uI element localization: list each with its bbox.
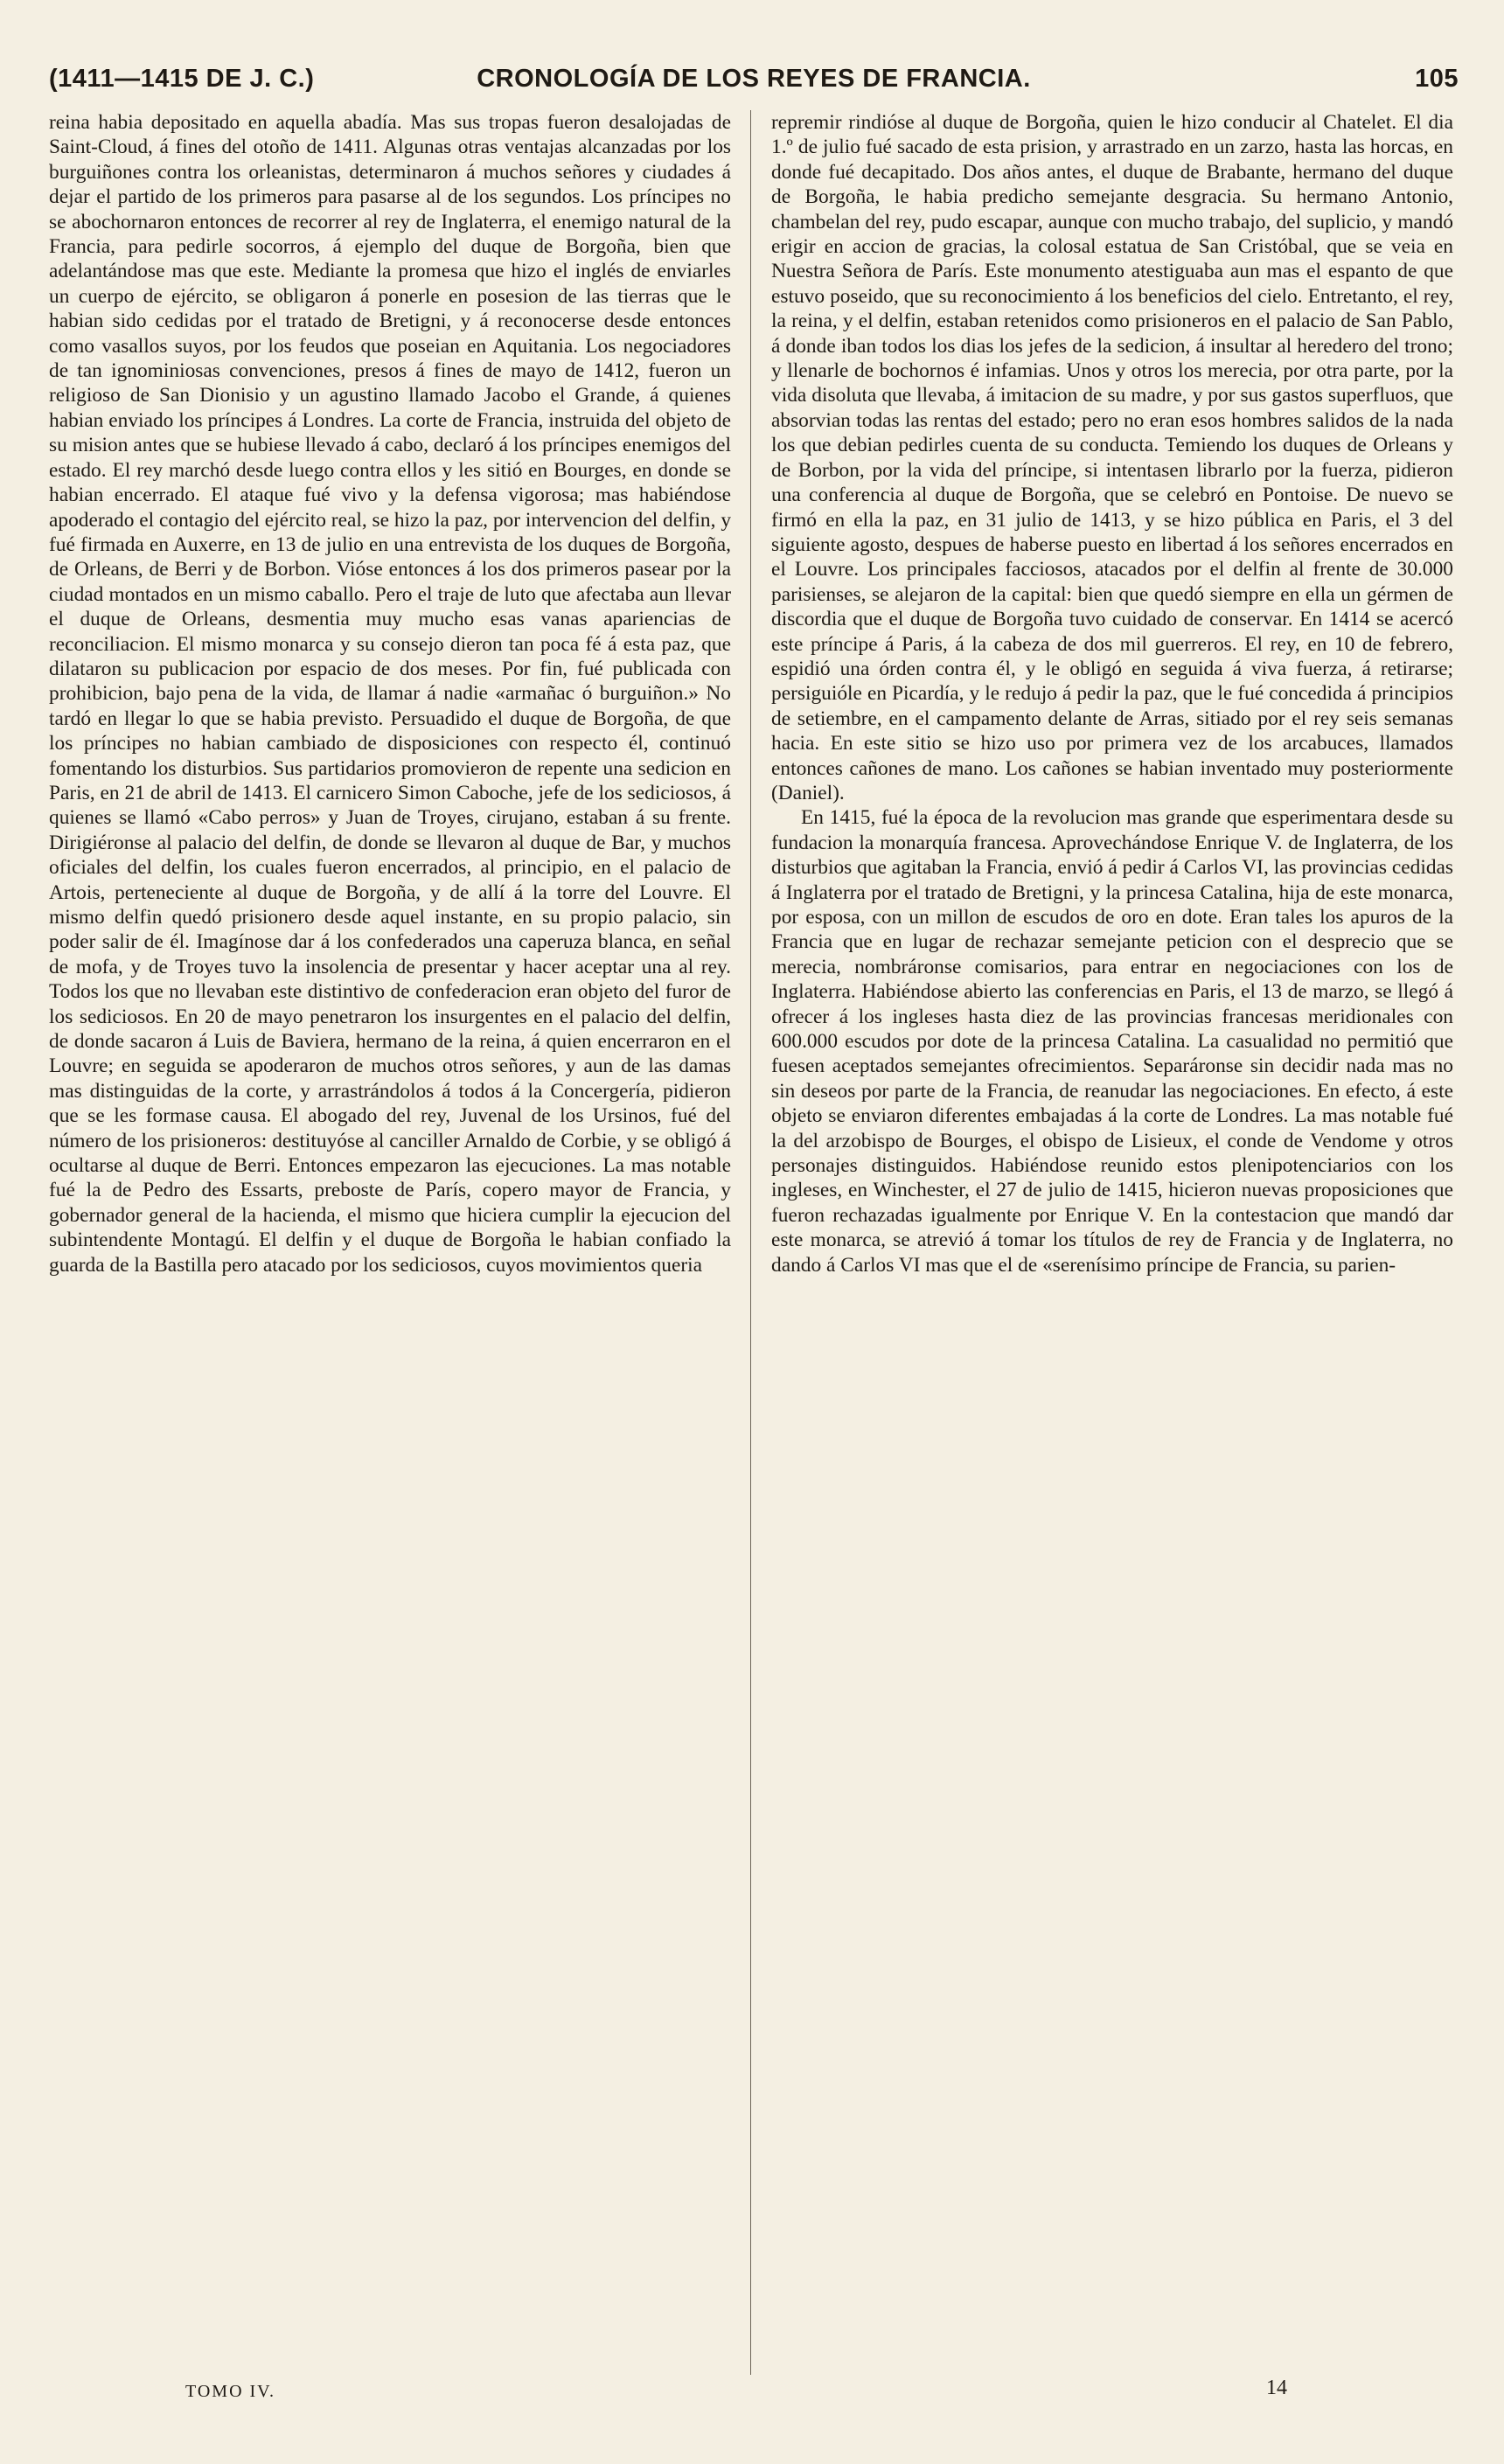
left-column: [49, 110, 731, 2375]
right-column: [771, 110, 1453, 2375]
page: [49, 56, 1459, 2434]
paragraph: En 1415, fué la época de la revolucion mas grande que esperimentara desde su fundacion la monarquía francesa. Aprovechándose Enrique V. de Inglaterra, de los disturbios que agitaban la Francia, envió á pedir á Carlos VI, las provincias cedidas á Inglaterra por el tratado de Bretigni, y la princesa Catalina, hija de este monarca, por esposa, con un millon de escudos de oro en dote. Eran tales los apuros de la Francia que en lugar de rechazar semejante peticion con el desprecio que se merecia, nombráronse comisarios, para entrar en negociaciones con los de Inglaterra. Habiéndose abierto las conferencias en Paris, el 13 de marzo, se llegó á ofrecer á los ingleses hasta diez de las provincias francesas meridionales con 600.000 escudos por dote de la princesa Catalina. La casualidad no permitió que fuesen aceptados semejantes ofrecimientos. Separáronse sin decidir nada mas no sin deseos por parte de la Francia, de reanudar las negociaciones. En efecto, á este objeto se enviaron diferentes embajadas á la corte de Londres. La mas notable fué la del arzobispo de Bourges, el obispo de Lisieux, el conde de Vendome y otros personajes distinguidos. Habiéndose reunido estos plenipotenciarios con los ingleses, en Winchester, el 27 de julio de 1415, hicieron nuevas proposiciones que fueron rechazadas igualmente por Enrique V. En la contestacion que mandó dar este monarca, se atrevió á tomar los títulos de rey de Francia y de Inglaterra, no dando á Carlos VI mas que el de «serenísimo príncipe de Francia, su parien-: [771, 806, 1453, 1277]
header-date-range: (1411—1415 DE J. C.): [49, 65, 315, 93]
running-header: [49, 56, 1459, 101]
header-page-number: 105: [1415, 65, 1459, 93]
header-title: CRONOLOGÍA DE LOS REYES DE FRANCIA.: [477, 65, 1031, 93]
page-footer: [49, 2377, 1459, 2417]
sheet-number: 14: [1266, 2377, 1287, 2399]
text-columns: [49, 110, 1459, 2375]
volume-signature: TOMO IV.: [185, 2382, 276, 2401]
paragraph: reina habia depositado en aquella abadía. Mas sus tropas fueron desalojadas de Saint-Cloud, á fines del otoño de 1411. Algunas otras ventajas alcanzadas por los burguiñones contra los orleanistas, determinaron á muchos señores y ciudades á dejar el partido de los primeros para pasarse al de los segundos. Los príncipes no se abochornaron entonces de recorrer al rey de Inglaterra, el enemigo natural de la Francia, para pedirle socorros, á ejemplo del duque de Borgoña, bien que adelantándose mas que este. Mediante la promesa que hizo el inglés de enviarles un cuerpo de ejército, se obligaron á ponerle en posesion de las tierras que le habian sido cedidas por el tratado de Bretigni, y á reconocerse desde entonces como vasallos suyos, por los feudos que poseian en Aquitania. Los negociadores de tan ignominiosas convenciones, presos á fines de mayo de 1412, fueron un religioso de San Dionisio y un agustino llamado Jacobo el Grande, á quienes habian enviado los príncipes á Londres. La corte de Francia, instruida del objeto de su mision antes que se hubiese llevado á cabo, declaró á los príncipes enemigos del estado. El rey marchó desde luego contra ellos y les sitió en Bourges, en donde se habian encerrado. El ataque fué vivo y la defensa vigorosa; mas habiéndose apoderado el contagio del ejército real, se hizo la paz, por intervencion del delfin, y fué firmada en Auxerre, en 13 de julio en una entrevista de los duques de Borgoña, de Orleans, de Berri y de Borbon. Vióse entonces á los dos primeros pasear por la ciudad montados en un mismo caballo. Pero el traje de luto que afectaba aun llevar el duque de Orleans, desmentia muy mucho esas vanas apariencias de reconciliacion. El mismo monarca y su consejo dieron tan poca fé á esta paz, que dilataron su publicacion por espacio de dos meses. Por fin, fué publicada con prohibicion, bajo pena de la vida, de llamar á nadie «armañac ó burguiñon.» No tardó en llegar lo que se habia previsto. Persuadido el duque de Borgoña, de que los príncipes no habian cambiado de disposiciones con respecto él, continuó fomentando los disturbios. Sus partidarios promovieron de repente una sedicion en Paris, en 21 de abril de 1413. El carnicero Simon Caboche, jefe de los sediciosos, á quienes se llamó «Cabo perros» y Juan de Troyes, cirujano, estaban á su frente. Dirigiéronse al palacio del delfin, de donde se llevaron al duque de Bar, y muchos oficiales del delfin, los cuales fueron encerrados, al principio, en el palacio de Artois, perteneciente al duque de Borgoña, y de allí á la torre del Louvre. El mismo delfin quedó prisionero desde aquel instante, en su propio palacio, sin poder salir de él. Imagínose dar á los confederados una caperuza blanca, en señal de mofa, y de Troyes tuvo la insolencia de presentar y hacer aceptar una al rey. Todos los que no llevaban este distintivo de confederacion eran objeto del furor de los sediciosos. En 20 de mayo penetraron los insurgentes en el palacio del delfin, de donde sacaron á Luis de Baviera, hermano de la reina, á quien encerraron en el Louvre; en seguida se apoderaron de muchos otros señores, y aun de las damas mas distinguidas de la corte, y arrastrándolos á todos á la Concergería, pidieron que se les formase causa. El abogado del rey, Juvenal de los Ursinos, fué del número de los prisioneros: destituyóse al canciller Arnaldo de Corbie, y se obligó á ocultarse al duque de Berri. Entonces empezaron las ejecuciones. La mas notable fué la de Pedro des Essarts, preboste de París, copero mayor de Francia, y gobernador general de la hacienda, el mismo que hiciera cumplir la ejecucion del subintendente Montagú. El delfin y el duque de Borgoña le habian confiado la guarda de la Bastilla pero atacado por los sediciosos, cuyos movimientos queria: [49, 111, 731, 1277]
paragraph: repremir rindióse al duque de Borgoña, quien le hizo conducir al Chatelet. El dia 1.º de julio fué sacado de esta prision, y arrastrado en un zarzo, hasta las horcas, en donde fué decapitado. Dos años antes, el duque de Brabante, hermano del duque de Borgoña, le habia predicho semejante desgracia. Su hermano Antonio, chambelan del rey, pudo escapar, aunque con mucho trabajo, del suplicio, y mandó erigir en accion de gracias, la colosal estatua de San Cristóbal, que se veia en Nuestra Señora de París. Este monumento atestiguaba aun mas el espanto de que estuvo poseido, que su reconocimiento á los beneficios del cielo. Entretanto, el rey, la reina, y el delfin, estaban retenidos como prisioneros en el palacio de San Pablo, á donde iban todos los dias los jefes de la sedicion, á insultar al heredero del trono; y llenarle de bochornos é infamias. Unos y otros los merecia, por otra parte, por la vida disoluta que llevaba, á imitacion de su madre, y por sus gastos superfluos, que absorvian todas las rentas del estado; pero no eran esos hombres salidos de la nada los que debian pedirles cuenta de su conducta. Temiendo los duques de Orleans y de Borbon, por la vida del príncipe, si intentasen librarlo por la fuerza, pidieron una conferencia al duque de Borgoña, que se celebró en Pontoise. De nuevo se firmó en ella la paz, en 31 julio de 1413, y se hizo pública en Paris, el 3 del siguiente agosto, despues de haberse puesto en libertad á los señores encerrados en el Louvre. Los principales facciosos, atacados por el delfin al frente de 30.000 parisienses, se alejaron de la capital: bien que quedó siempre en ella un gérmen de discordia que el duque de Borgoña tuvo cuidado de conservar. En 1414 se acercó este príncipe á Paris, á la cabeza de dos mil guerreros. El rey, en 10 de febrero, espidió una órden contra él, y le obligó en seguida á viva fuerza, á retirarse; persiguióle en Picardía, y le redujo á pedir la paz, que le fué concedida á principios de setiembre, en el campamento delante de Arras, sitiado por el rey seis semanas hacia. En este sitio se hizo uso por primera vez de los arcabuces, llamados entonces cañones de mano. Los cañones se habian inventado muy posteriormente (Daniel).: [771, 111, 1453, 804]
column-divider: [750, 110, 751, 2375]
